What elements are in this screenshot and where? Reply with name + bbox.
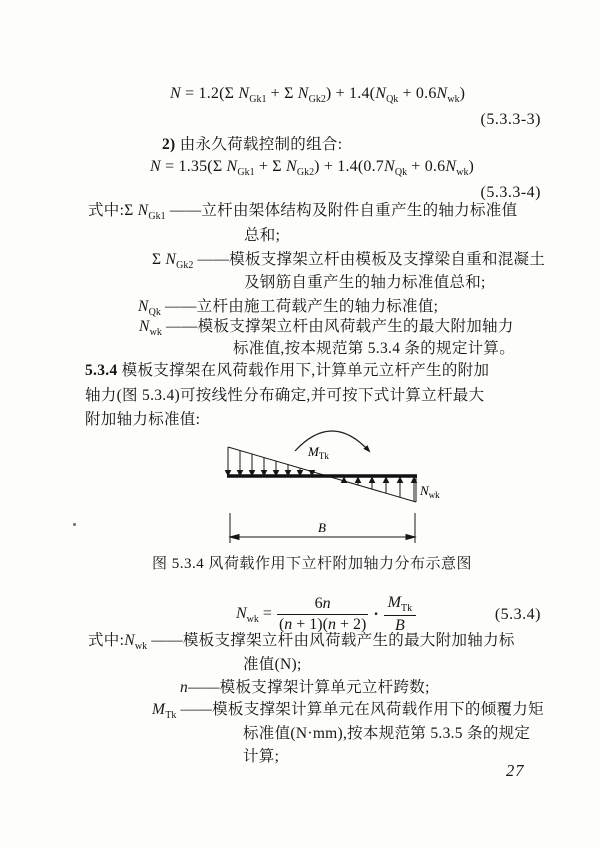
moment-label: $M_{Tk}$ [308,444,329,461]
definition-line-nqk: $N_{Qk}$ ——立杆由施工荷载产生的轴力标准值; [138,298,439,318]
definition-line-nwk: $N_{wk}$ ——模板支撑架立杆由风荷载产生的最大附加轴力 [139,318,514,338]
definition-line-ngk2: Σ $N_{Gk2}$ ——模板支撑架立杆由模板及支撑梁自重和混凝土 [152,251,546,271]
definition-line-n: n——模板支撑架计算单元立杆跨数; [180,679,430,696]
up-arrow-icon [342,478,347,483]
definition-line-mtk: $M_{Tk}$ ——模板支撑架计算单元在风荷载作用下的倾覆力矩 [152,701,544,721]
fraction-1-numerator: 6n [277,595,368,615]
down-arrows-group [226,448,315,476]
fraction-1-denominator: (n + 1)(n + 2) [278,616,367,633]
ink-speck [73,523,76,526]
equation-534-lhs: $N_{wk}$ = [236,604,272,625]
dim-arrow-right-icon [406,535,415,540]
list-item-2-heading: 2) 由永久荷载控制的组合: [162,136,343,153]
dim-arrow-left-icon [230,535,239,540]
axial-force-label: $N_{wk}$ [420,483,440,500]
up-arrow-icon [356,478,361,483]
wind-load-diagram [170,424,470,559]
figure-534 [170,424,470,564]
definition-line-ngk2-cont: 及钢筋自重产生的轴力标准值总和; [244,274,486,291]
definition-line-ngk1: 式中:Σ $N_{Gk1}$ ——立杆由架体结构及附件自重产生的轴力标准值 [88,202,518,222]
span-label: B [318,520,326,535]
definition-line-nwk2: 式中$:N_{wk}$ ——模板支撑架立杆由风荷载产生的最大附加轴力标 [88,632,515,652]
equation-5333: N = 1.2(Σ $N_{Gk1} + \Sigma$ $N_{Gk2}) + 1.4(N_{Qk} + 0.6N_{wk})$ [170,85,466,105]
definition-line-nwk2-cont: 准值(N); [243,656,302,673]
page-number: 27 [506,761,525,780]
clause-534-line-3: 附加轴力标准值: [85,411,201,428]
multiplication-dot: · [373,605,379,623]
fraction-2-numerator: $M_{Tk}$ [384,594,416,616]
definition-line-ngk1-cont: 总和; [244,227,281,244]
definition-line-nwk-cont: 标准值,按本规范第 5.3.4 条的规定计算。 [233,340,516,357]
up-arrow-icon [398,478,403,483]
definition-line-mtk-cont1: 标准值(N·mm),按本规范第 5.3.5 条的规定 [243,725,531,742]
fraction-2-denominator: B [394,617,405,634]
clause-534-line-1: 5.3.4 模板支撑架在风荷载作用下,计算单元立杆产生的附加 [85,362,490,379]
up-arrow-icon [384,478,389,483]
equation-534 [236,594,416,635]
equation-5334: N = 1.35(Σ $N_{Gk1} + \Sigma$ $N_{Gk2}) + 1.4(0.7N_{Qk} + 0.6N_{wk})$ [150,158,474,178]
figure-caption: 图 5.3.4 风荷载作用下立杆附加轴力分布示意图 [151,556,472,572]
up-arrows-group [342,478,417,502]
fraction-1 [277,595,368,634]
up-arrow-icon [370,478,375,483]
equation-534-number: (5.3.4) [494,606,541,623]
equation-5333-number: (5.3.3-3) [480,111,541,128]
moment-arc-icon [295,431,369,451]
equation-5334-number: (5.3.3-4) [480,184,541,201]
fraction-2 [384,594,416,635]
clause-534-line-2: 轴力(图 5.3.4)可按线性分布确定,并可按下式计算立杆最大 [85,387,485,404]
definition-line-mtk-cont2: 计算; [243,748,280,765]
